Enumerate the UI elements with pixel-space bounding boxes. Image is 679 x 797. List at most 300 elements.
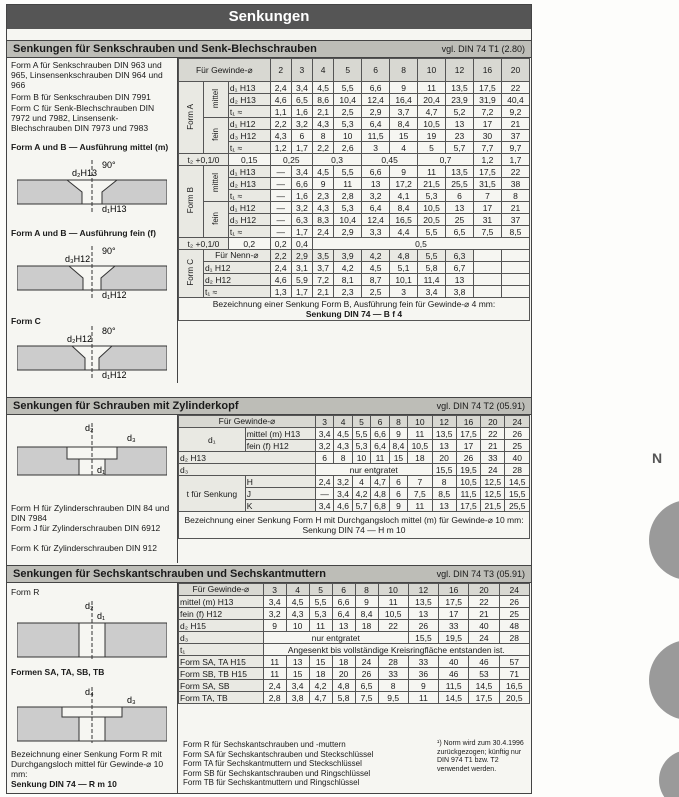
table-cell: 5,3 [334, 202, 362, 214]
table-cell: 6,5 [446, 226, 474, 238]
countersink-drawing-m [17, 158, 167, 214]
form-legend [183, 740, 433, 788]
row-label: Für Nenn-⌀ [203, 250, 270, 262]
table-cell: 2,2 [270, 118, 291, 130]
row-label: t₁ [179, 644, 264, 656]
section-header-senkschrauben [7, 40, 531, 58]
table-cell: 13 [432, 440, 456, 452]
size-cell: 12 [446, 59, 474, 82]
table-cell: 10 [334, 130, 362, 142]
table-sechskant [178, 583, 530, 704]
table-cell: 4,3 [313, 118, 334, 130]
table-row [179, 464, 530, 476]
table-cell: 5,5 [309, 596, 332, 608]
table-cell: 4,2 [309, 680, 332, 692]
table-cell: 8,1 [334, 274, 362, 286]
size-cell: 5 [352, 416, 370, 428]
table-header-row [179, 59, 530, 82]
table-cell: 19,5 [439, 632, 469, 644]
table-row [179, 118, 530, 130]
table-header-row [179, 584, 530, 596]
table-header-row [179, 416, 530, 428]
table-cell: 5,3 [352, 440, 370, 452]
table-cell: 9 [408, 680, 438, 692]
row-label: fein (f) H12 [245, 440, 315, 452]
form-r-title: Form R [11, 587, 40, 597]
table-cell: 1,2 [473, 154, 501, 166]
table-cell: 20,5 [499, 692, 529, 704]
legend-item: Form SB für Sechskantschrauben und Ringschlüssel [183, 768, 371, 778]
table-cell [473, 250, 501, 262]
table-cell: 2,1 [313, 106, 334, 118]
row-label: d₁ H12 [228, 118, 270, 130]
table-cell: 30 [473, 130, 501, 142]
table-cell: 3,4 [291, 82, 312, 94]
table-cell: 1,7 [291, 286, 312, 298]
table-cell: 1,6 [291, 106, 312, 118]
table-cell: 18 [309, 668, 332, 680]
designation-cell [179, 298, 530, 321]
table-row [179, 476, 530, 488]
table-cell: — [270, 166, 291, 178]
table-cell: 8,4 [390, 202, 418, 214]
row-label: d₂ H12 [203, 274, 270, 286]
table-cell: 10,4 [334, 214, 362, 226]
form-a-desc: Form A für Senkschrauben DIN 963 und 965, Linsensenkschrauben DIN 964 und 966 [11, 60, 163, 90]
table-cell: 4,6 [270, 94, 291, 106]
table-cell: 4,3 [313, 202, 334, 214]
table-cell: 6,6 [332, 596, 355, 608]
row-label: t₁ ≈ [228, 190, 270, 202]
size-cell: 3 [291, 59, 312, 82]
table-cell: 6,4 [362, 118, 390, 130]
table-cell: 28 [378, 656, 408, 668]
group-label-text: mittel [211, 88, 221, 109]
drawing-title-c: Form C [11, 316, 41, 326]
table-cell: 16,5 [499, 680, 529, 692]
table-senkschrauben [178, 58, 530, 321]
table-cell: 37 [501, 130, 529, 142]
drawing-title-f: Form A und B — Ausführung fein (f) [11, 228, 156, 238]
table-cell: 13 [446, 118, 474, 130]
size-cell: 3 [263, 584, 286, 596]
table-cell: 20 [432, 452, 456, 464]
table-cell: 13 [446, 274, 474, 286]
zylinderkopf-rows [179, 428, 530, 512]
table-cell: 9,7 [501, 142, 529, 154]
table-cell: 4,4 [390, 226, 418, 238]
row-label: d₂ H13 [179, 452, 316, 464]
table-cell: 2,4 [270, 262, 291, 274]
table-cell: 11 [408, 428, 432, 440]
table-cell: 21 [501, 202, 529, 214]
header-cell: Für Gewinde-⌀ [179, 584, 264, 596]
form-j-desc: Form J für Zylinderschrauben DIN 6912 [11, 523, 161, 533]
table-cell: 0,7 [418, 154, 474, 166]
d1-label: d₁H13 [102, 204, 127, 214]
table-cell: 3,2 [362, 190, 390, 202]
table-cell: 9 [313, 178, 334, 190]
table-row [179, 250, 530, 262]
table-cell: 6 [389, 488, 407, 500]
table-cell: 9 [390, 82, 418, 94]
table-cell: 13,5 [446, 82, 474, 94]
table-cell: 11,4 [418, 274, 446, 286]
table-cell [501, 274, 529, 286]
table-cell: 11 [263, 668, 286, 680]
table-cell: 4,8 [371, 488, 389, 500]
row-label: mittel (m) H13 [245, 428, 315, 440]
row-label: mittel (m) H13 [179, 596, 264, 608]
table-cell: 26 [505, 428, 530, 440]
table-cell: 1,6 [291, 190, 312, 202]
table-cell: 15 [309, 656, 332, 668]
table-row [179, 166, 530, 178]
table-cell: 11,5 [362, 130, 390, 142]
table-cell: 6,6 [362, 82, 390, 94]
table-cell: 0,2 [270, 238, 291, 250]
table-cell: 0,45 [362, 154, 418, 166]
table-cell: 5 [418, 142, 446, 154]
bez-row [179, 298, 530, 321]
table-cell: 57 [499, 656, 529, 668]
table-cell: 2,2 [313, 142, 334, 154]
table-cell: 4,8 [332, 680, 355, 692]
size-cell: 10 [408, 416, 432, 428]
table-cell: 6,7 [446, 262, 474, 274]
table-cell: 25 [446, 214, 474, 226]
table-cell: 9 [389, 428, 407, 440]
table-cell: 33 [481, 452, 505, 464]
table-cell: 4,7 [418, 106, 446, 118]
table-row [179, 656, 530, 668]
table-cell: 22 [501, 166, 529, 178]
table-cell: 3,2 [263, 608, 286, 620]
table-zylinderkopf [178, 415, 530, 539]
table-cell: 8 [313, 130, 334, 142]
size-cell: 4 [334, 416, 352, 428]
table-cell: 8,4 [390, 118, 418, 130]
form-label [179, 166, 204, 238]
table-cell: 1,7 [501, 154, 529, 166]
section-header-sechskant [7, 565, 531, 583]
table-row [179, 644, 530, 656]
table-cell: 20,5 [418, 214, 446, 226]
table-cell: 5,5 [418, 226, 446, 238]
form-label [179, 250, 204, 298]
table-cell: 25 [499, 608, 529, 620]
d2-label: d₂ [85, 423, 94, 433]
table-cell: 16,4 [390, 94, 418, 106]
size-cell: 8 [355, 584, 378, 596]
countersink-drawing-c [17, 324, 167, 380]
table-cell: 3,4 [263, 596, 286, 608]
table-cell: 10,5 [378, 608, 408, 620]
table-cell: 3,4 [315, 500, 333, 512]
table-cell: 17,5 [469, 692, 499, 704]
table-cell: 6,6 [362, 166, 390, 178]
table-cell: 4,7 [309, 692, 332, 704]
row-label: Form TA, TB [179, 692, 264, 704]
table-row [179, 286, 530, 298]
table-cell: 17 [439, 608, 469, 620]
table-cell: 3,1 [291, 262, 312, 274]
designation-cell: Bezeichnung einer Senkung Form H mit Durchgangsloch mittel (m) für Gewinde-⌀ 10 mm: Senkung DIN 74 — H m 10 [179, 512, 530, 539]
form-label-text: Form A [186, 103, 196, 130]
row-label: fein (f) H12 [179, 608, 264, 620]
form-c-desc: Form C für Senk-Blechschrauben DIN 7972 und 7982, Linsensenk-Blechschrauben DIN 7973 und 7983 [11, 103, 155, 133]
table-cell: 2,4 [263, 680, 286, 692]
table-cell [501, 262, 529, 274]
d1-label: d₁ [97, 611, 106, 621]
sechskant-rows [179, 596, 530, 704]
form-c-rows [179, 250, 530, 298]
table-cell: 5,1 [390, 262, 418, 274]
table-row [179, 94, 530, 106]
table-cell [501, 250, 529, 262]
row-label: Form SA, SB [179, 680, 264, 692]
table-cell: 12,5 [481, 476, 505, 488]
table-cell: 38 [501, 178, 529, 190]
table-cell: 2,4 [313, 226, 334, 238]
d1-label: d₁H12 [102, 290, 127, 300]
section-ref: vgl. DIN 74 T2 (05.91) [436, 401, 525, 411]
form-label [179, 82, 204, 154]
table-cell: 33 [378, 668, 408, 680]
table-cell: — [270, 214, 291, 226]
table-cell: 3,9 [334, 250, 362, 262]
table-cell: 7,7 [473, 142, 501, 154]
header-cell: Für Gewinde-⌀ [179, 59, 271, 82]
size-cell: 10 [418, 59, 446, 82]
table-cell: 8,4 [389, 440, 407, 452]
table-cell: 6 [291, 130, 312, 142]
table-cell: 11 [418, 166, 446, 178]
table-cell: 8,3 [313, 214, 334, 226]
table-cell: 17,5 [473, 82, 501, 94]
section-title: Senkungen für Sechskantschrauben und Sechskantmuttern [13, 568, 326, 580]
table-cell: 17,5 [439, 596, 469, 608]
table-cell: 10,5 [408, 440, 432, 452]
table-cell: 7,5 [473, 226, 501, 238]
table-row [179, 202, 530, 214]
table-cell: 9 [355, 596, 378, 608]
table-cell: 4,7 [371, 476, 389, 488]
table-cell: 8 [334, 452, 352, 464]
size-cell: 8 [390, 59, 418, 82]
table-cell: 4,3 [270, 130, 291, 142]
row-label: d₂ H13 [228, 178, 270, 190]
legend-item: Form SA für Sechskantschrauben und Steckschlüssel [183, 749, 374, 759]
section-title: Senkungen für Schrauben mit Zylinderkopf [13, 400, 239, 412]
table-cell: 3,8 [446, 286, 474, 298]
table-cell: 9 [390, 166, 418, 178]
table-row [179, 452, 530, 464]
table-cell: 5,5 [334, 82, 362, 94]
table-cell: 7,5 [408, 488, 432, 500]
row-label: d₁ H12 [228, 202, 270, 214]
table-cell: 2,4 [270, 82, 291, 94]
table-cell: 6 [389, 476, 407, 488]
table-cell [501, 286, 529, 298]
row-label: H [245, 476, 315, 488]
table-cell: 7,2 [313, 274, 334, 286]
row-label: t₂ +0,1/0 [179, 154, 229, 166]
table-cell: 6,4 [371, 440, 389, 452]
table-cell: 8,7 [362, 274, 390, 286]
legend-item: Form TA für Sechskantmuttern und Steckschlüssel [183, 759, 362, 768]
table-cell: 5,7 [352, 500, 370, 512]
table-cell: 3,4 [334, 488, 352, 500]
d2-label: d₂H13 [72, 168, 98, 178]
table-cell: 2,2 [270, 250, 291, 262]
table-cell: 5,7 [446, 142, 474, 154]
group-label [203, 202, 228, 238]
table-cell: 12,4 [362, 94, 390, 106]
table-cell: 4,5 [286, 596, 309, 608]
table-cell: 21,5 [481, 500, 505, 512]
form-a-rows [179, 82, 530, 154]
group-label [203, 118, 228, 154]
table-cell: 71 [499, 668, 529, 680]
table-cell: 5,5 [418, 250, 446, 262]
group-label-text: fein [211, 128, 221, 141]
table-row [179, 190, 530, 202]
table-cell: 28 [505, 464, 530, 476]
table-cell: 10,1 [390, 274, 418, 286]
table-cell: 3,7 [313, 262, 334, 274]
table-cell: 1,3 [270, 286, 291, 298]
d2-label: d₂ [85, 601, 94, 611]
table-cell: 17,5 [456, 428, 480, 440]
table-row [179, 680, 530, 692]
table-cell: 6,5 [291, 94, 312, 106]
size-cell: 20 [501, 59, 529, 82]
table-cell: 9 [389, 500, 407, 512]
size-cell: 24 [499, 584, 529, 596]
d1-label: d₁H12 [102, 370, 127, 380]
table-cell: 13,5 [446, 166, 474, 178]
table-cell: 3,2 [334, 476, 352, 488]
size-cell: 2 [270, 59, 291, 82]
table-row [179, 620, 530, 632]
table-cell: 23,9 [446, 94, 474, 106]
table-cell: 2,9 [334, 226, 362, 238]
group-label-text: fein [211, 212, 221, 225]
form-h-desc: Form H für Zylinderschrauben DIN 84 und DIN 7984 [11, 503, 170, 523]
section-ref: vgl. DIN 74 T3 (05.91) [436, 569, 525, 579]
table-cell: 2,9 [362, 106, 390, 118]
footnote: ¹) Norm wird zum 30.4.1996 zurückgezogen; künftig nur DIN 974 T1 bzw. T2 verwendet werden. [437, 740, 524, 773]
table-cell: 15,5 [505, 488, 530, 500]
table-row [179, 428, 530, 440]
table-cell: — [270, 202, 291, 214]
designation-text: Bezeichnung einer Senkung Form B, Ausführung fein für Gewinde-⌀ 4 mm: [212, 299, 496, 309]
table-cell: 3,4 [291, 166, 312, 178]
table-cell: 21,5 [418, 178, 446, 190]
table-cell: 10,5 [418, 118, 446, 130]
table-row [179, 596, 530, 608]
table-cell: 5,2 [446, 106, 474, 118]
table-cell: 3,3 [362, 226, 390, 238]
table-cell: 4,3 [286, 608, 309, 620]
table-row [179, 130, 530, 142]
table-cell: 9,2 [501, 106, 529, 118]
table-cell: 5,8 [332, 692, 355, 704]
table-cell: 4,5 [334, 428, 352, 440]
table-cell: 5,3 [334, 118, 362, 130]
document-page [6, 4, 532, 794]
angle-label: 90° [102, 160, 116, 170]
table-cell: 19 [418, 130, 446, 142]
table-row [179, 274, 530, 286]
table-cell: 8,4 [355, 608, 378, 620]
table-cell: 4,3 [334, 440, 352, 452]
table-cell: 5,5 [352, 428, 370, 440]
table-cell: 8,5 [432, 488, 456, 500]
table-cell: 20,4 [418, 94, 446, 106]
size-cell: 20 [481, 416, 505, 428]
table-cell: 8,6 [313, 94, 334, 106]
table-cell: 2,8 [334, 190, 362, 202]
table-cell: 26 [499, 596, 529, 608]
row-label: t₁ ≈ [228, 226, 270, 238]
d3-label: d₃H12 [65, 254, 91, 264]
table-cell: 3 [390, 286, 418, 298]
size-cell: 6 [371, 416, 389, 428]
section-title: Senkungen für Senkschrauben und Senk-Blechschrauben [13, 43, 317, 55]
form-label-text: Form C [186, 259, 196, 286]
table-cell: 4,1 [390, 190, 418, 202]
table-cell: 1,7 [291, 142, 312, 154]
table-cell: 17 [473, 202, 501, 214]
row-label: d₃ H12 [228, 214, 270, 226]
table-row [179, 668, 530, 680]
table-cell: 13,5 [432, 428, 456, 440]
table-row [179, 632, 530, 644]
table-cell: 2,6 [334, 142, 362, 154]
table-cell: 15 [286, 668, 309, 680]
table-cell: 13 [408, 608, 438, 620]
table-cell: 11,5 [439, 680, 469, 692]
table-cell: 4,2 [352, 488, 370, 500]
table-cell: 11 [418, 82, 446, 94]
table-cell: 10 [352, 452, 370, 464]
section2-left [7, 415, 178, 563]
d3-label: d₃ [127, 433, 136, 443]
bez-row [179, 512, 530, 539]
table-cell: 19,5 [456, 464, 480, 476]
table-cell: 2,5 [362, 286, 390, 298]
group-label [203, 82, 228, 118]
table-row [179, 238, 530, 250]
table-cell: 13 [332, 620, 355, 632]
table-cell: 17,5 [456, 500, 480, 512]
table-cell: 26 [355, 668, 378, 680]
table-row [179, 106, 530, 118]
table-cell: 17,2 [390, 178, 418, 190]
table-row [179, 226, 530, 238]
table-cell: 7 [408, 476, 432, 488]
size-cell: 4 [286, 584, 309, 596]
table-cell: 11,5 [456, 488, 480, 500]
form-b-desc: Form B für Senkschrauben DIN 7991 [11, 92, 151, 102]
row-label: d₁ H13 [228, 82, 270, 94]
table-cell: 0,4 [291, 238, 312, 250]
d1-label: d₁ [97, 465, 106, 475]
table-cell: 13 [446, 202, 474, 214]
table-cell: 25,5 [446, 178, 474, 190]
